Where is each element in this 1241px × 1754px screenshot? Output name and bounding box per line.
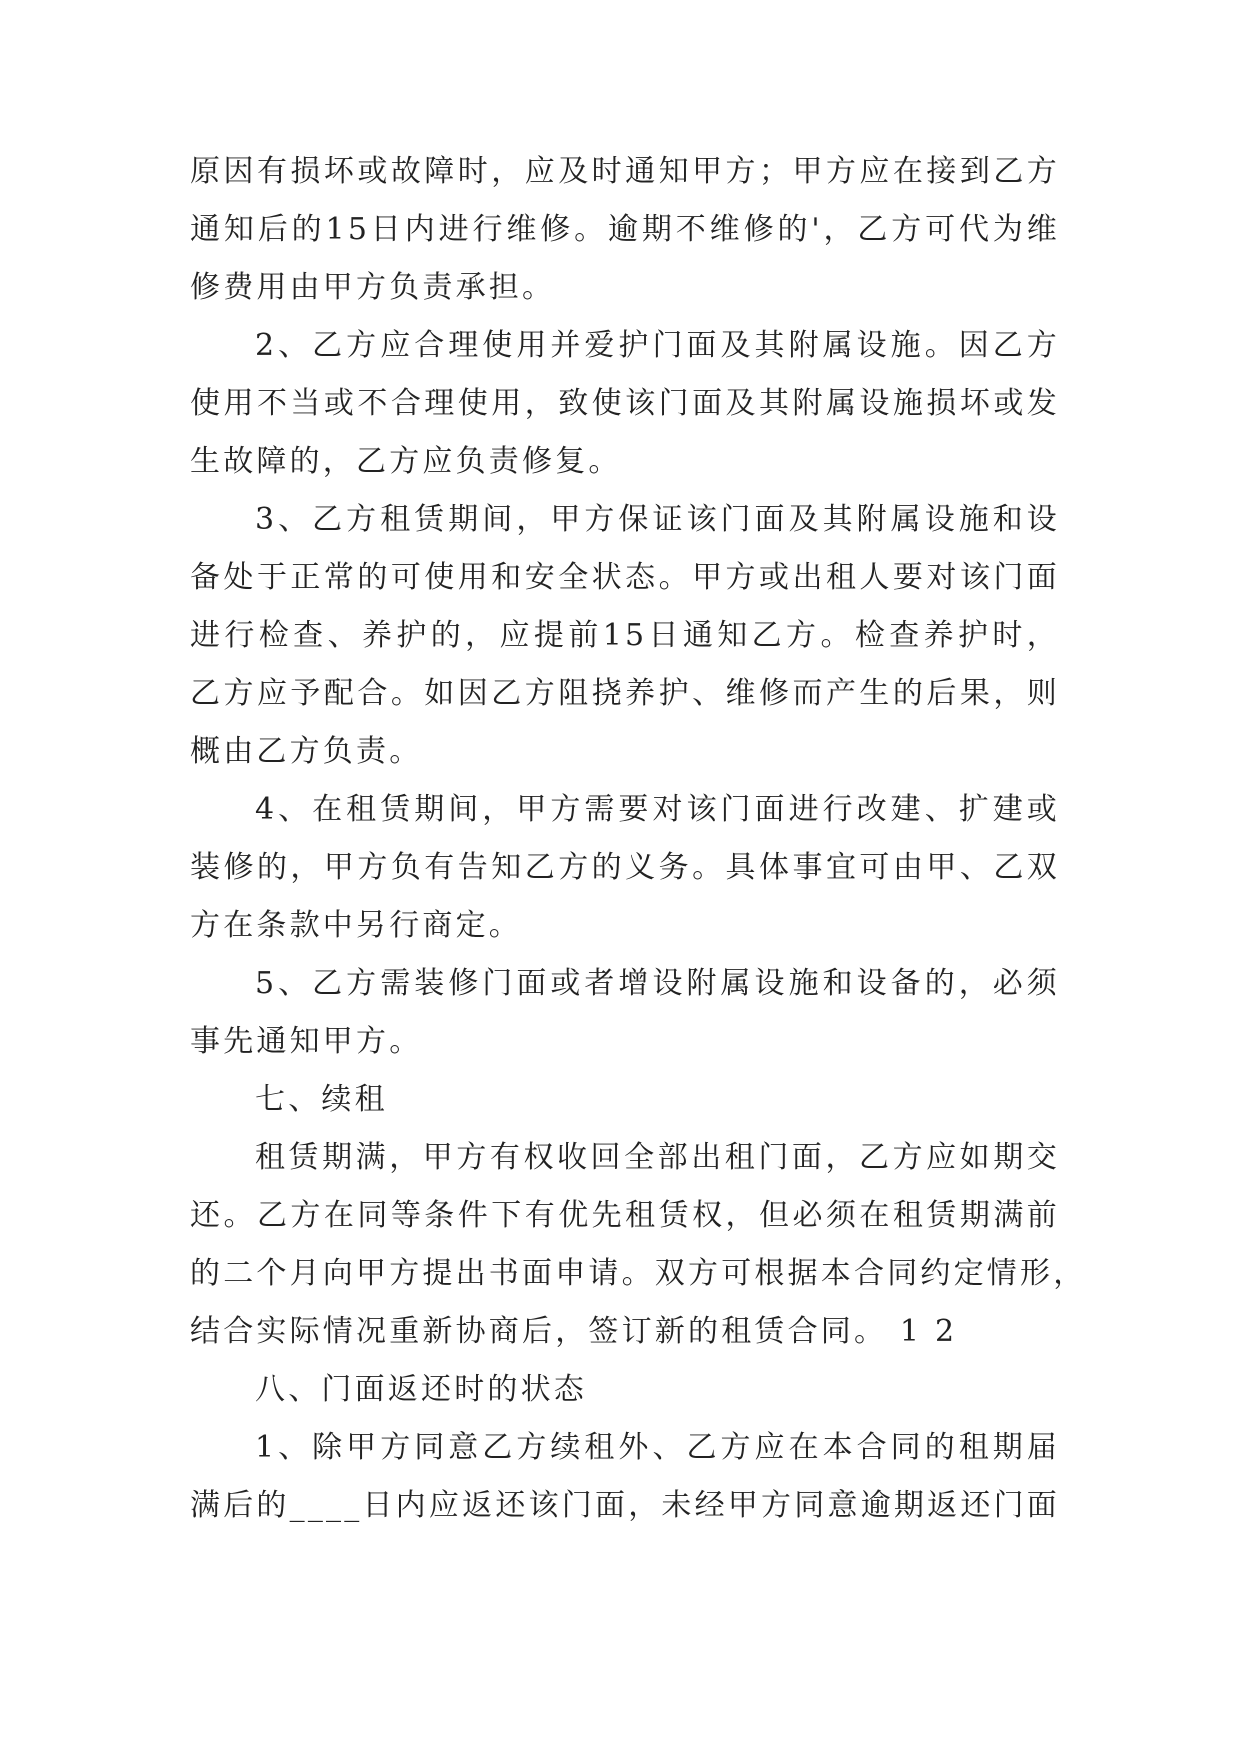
paragraph-line: 方在条款中另行商定。 [190, 908, 522, 943]
paragraph-line: 还。乙方在同等条件下有优先租赁权，但必须在租赁期满前 [190, 1198, 1060, 1233]
paragraph-line: 使用不当或不合理使用，致使该门面及其附属设施损坏或发 [190, 386, 1060, 421]
paragraph-line: 租赁期满，甲方有权收回全部出租门面，乙方应如期交 [255, 1140, 1060, 1175]
paragraph-line: 1、除甲方同意乙方续租外、乙方应在本合同的租期届 [255, 1430, 1060, 1465]
paragraph-line: 5、乙方需装修门面或者增设附属设施和设备的，必须 [255, 966, 1060, 1001]
paragraph-line: 进行检查、养护的，应提前15日通知乙方。检查养护时， [190, 618, 1060, 653]
paragraph-line: 4、在租赁期间，甲方需要对该门面进行改建、扩建或 [255, 792, 1060, 827]
section-heading: 八、门面返还时的状态 [255, 1372, 587, 1407]
paragraph-line: 满后的____日内应返还该门面，未经甲方同意逾期返还门面 [190, 1488, 1060, 1523]
paragraph-line: 结合实际情况重新协商后，签订新的租赁合同。 1 2 [190, 1314, 958, 1349]
section-heading: 七、续租 [255, 1082, 388, 1117]
paragraph-line: 生故障的，乙方应负责修复。 [190, 444, 622, 479]
paragraph-line: 原因有损坏或故障时，应及时通知甲方；甲方应在接到乙方 [190, 154, 1060, 189]
paragraph-line: 概由乙方负责。 [190, 734, 423, 769]
paragraph-line: 的二个月向甲方提出书面申请。双方可根据本合同约定情形， [190, 1256, 1087, 1291]
paragraph-line: 乙方应予配合。如因乙方阻挠养护、维修而产生的后果，则 [190, 676, 1060, 711]
paragraph-line: 备处于正常的可使用和安全状态。甲方或出租人要对该门面 [190, 560, 1060, 595]
paragraph-line: 事先通知甲方。 [190, 1024, 423, 1059]
paragraph-line: 通知后的15日内进行维修。逾期不维修的'，乙方可代为维 [190, 212, 1060, 247]
paragraph-line: 装修的，甲方负有告知乙方的义务。具体事宜可由甲、乙双 [190, 850, 1060, 885]
paragraph-line: 3、乙方租赁期间，甲方保证该门面及其附属设施和设 [255, 502, 1060, 537]
paragraph-line: 2、乙方应合理使用并爱护门面及其附属设施。因乙方 [255, 328, 1060, 363]
paragraph-line: 修费用由甲方负责承担。 [190, 270, 556, 305]
